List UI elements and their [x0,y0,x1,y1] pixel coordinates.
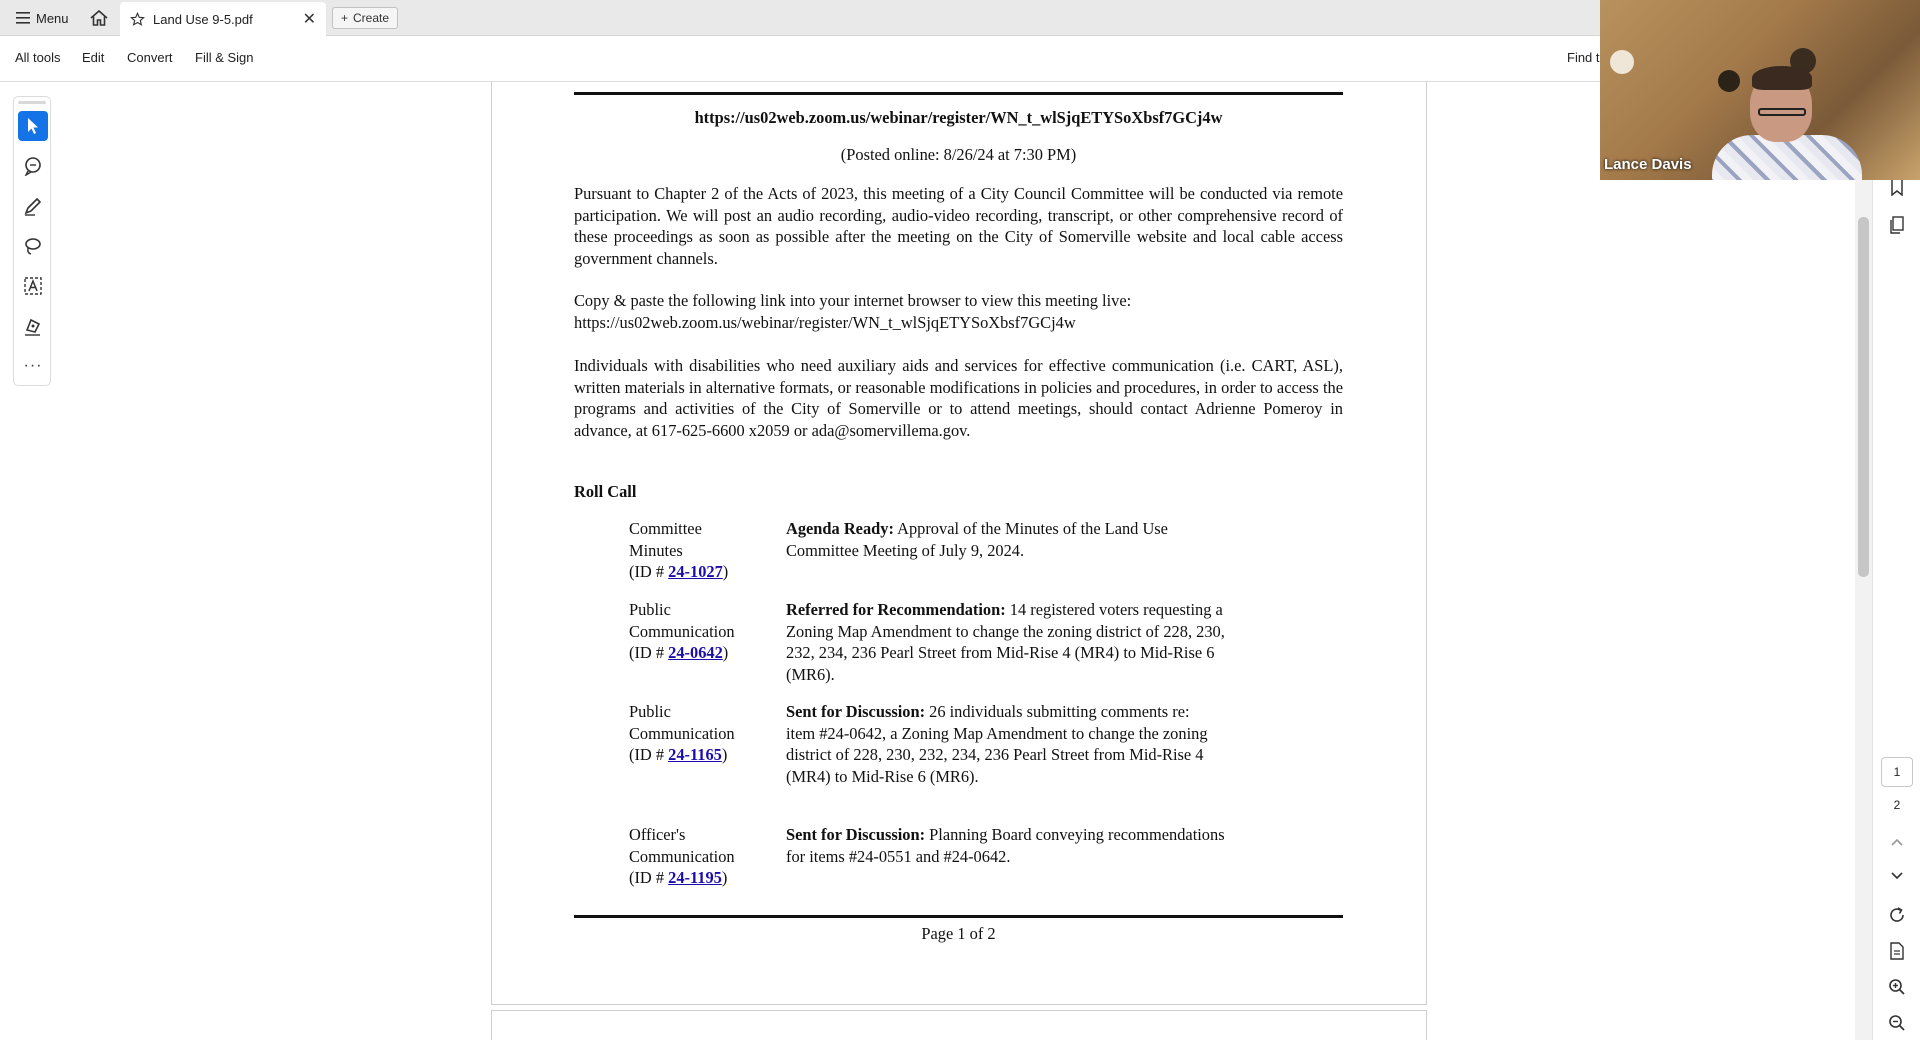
text-box-icon [23,276,43,296]
id-prefix: (ID # [629,643,669,663]
comment-tool-button[interactable] [18,151,48,181]
id-suffix: ) [721,868,728,888]
item-status: Agenda Ready: [786,519,894,538]
item-label-line: Public [629,702,671,721]
lasso-icon [23,236,43,256]
item-id-link[interactable]: 24-1165 [668,745,722,765]
accessibility-paragraph: Individuals with disabilities who need auxiliary aids and services for effective communication (i.e. CART, ASL), written materials in alternative formats, or reasonable modifications in policies and procedures, in order to access the programs and activities of the City of Somerville or to attend meetings, should contact Adrienne Pomeroy in advance, at 617-625-6600 x2059 or ada@somervillema.gov. [574,356,1343,441]
agenda-item-2-label [629,599,779,664]
agenda-item-4-label [629,824,779,889]
all-tools-menu[interactable]: All tools [15,50,61,65]
view-live-link[interactable]: https://us02web.zoom.us/webinar/register/WN_t_wlSjqETYSoXbsf7GCj4w [574,312,1076,332]
item-status: Sent for Discussion: [786,825,926,844]
star-icon[interactable] [130,12,145,27]
tab-document[interactable] [120,2,326,36]
agenda-item-1-label [629,518,779,583]
item-label-line: Communication [629,846,735,866]
tab-title: Land Use 9-5.pdf [153,11,253,27]
item-id-link[interactable]: 24-0642 [668,643,723,663]
fill-sign-menu[interactable]: Fill & Sign [195,50,254,65]
pdf-page-2 [491,1010,1427,1040]
item-status: Sent for Discussion: [786,702,926,721]
agenda-item-3-label [629,701,779,766]
item-description-text: Planning Board conveying recommendations for items #24-0551 and #24-0642. [786,825,1225,866]
right-rail [1872,82,1920,1040]
plus-icon: + [341,11,349,25]
id-suffix: ) [722,562,729,582]
convert-menu[interactable]: Convert [127,50,173,65]
id-suffix: ) [721,745,728,765]
drag-handle[interactable] [18,101,46,104]
current-page-indicator[interactable]: 1 [1881,757,1913,787]
item-id-line [629,642,779,664]
item-label-line: Officer's [629,825,686,844]
item-id-link[interactable]: 24-1027 [668,562,723,582]
zoom-out-icon[interactable] [1883,1010,1911,1036]
find-text-button[interactable]: Find t [1567,50,1600,65]
item-id-line [629,561,779,583]
page-settings-icon[interactable] [1883,938,1911,964]
item-label-line: Communication [629,723,735,743]
view-live-paragraph [574,290,1343,333]
home-button[interactable] [86,6,112,30]
quick-tools-panel [13,96,51,386]
item-label-line: Communication [629,621,735,641]
comment-icon [23,156,43,176]
remote-participation-paragraph: Pursuant to Chapter 2 of the Acts of 2023, this meeting of a City Council Committee will be conducted via remote participation. We will post an audio recording, audio-video recording, transcript, or other comprehensive record of these proceedings as soon as possible after the meeting on the City of Somerville website and local cable access government channels. [574,184,1343,269]
close-tab-icon[interactable]: ✕ [302,11,316,28]
chevron-up-icon[interactable] [1883,829,1911,855]
hamburger-icon [16,12,30,24]
id-prefix: (ID # [629,562,669,582]
text-select-tool-button[interactable] [18,271,48,301]
page-2-indicator[interactable]: 2 [1893,798,1901,812]
more-tools-button[interactable] [18,351,48,381]
highlight-tool-button[interactable] [18,191,48,221]
participant-name: Lance Davis [1604,156,1692,173]
video-call-overlay[interactable] [1600,0,1920,180]
roll-call-heading: Roll Call [574,482,637,501]
create-label: Create [353,11,390,25]
participant-hair [1752,66,1812,90]
create-button[interactable] [332,7,398,29]
agenda-item-3-description [786,701,1216,788]
rotate-icon[interactable] [1883,902,1911,928]
view-live-instruction: Copy & paste the following link into your internet browser to view this meeting live: [574,291,1132,310]
id-prefix: (ID # [629,745,669,765]
top-rule [574,92,1343,95]
video-lamp [1610,50,1634,74]
menu-label: Menu [36,10,69,26]
item-description-text: 26 individuals submitting comments re: item #24-0642, a Zoning Map Amendment to change the zoning district of 228, 230, 232, 234, 236 Pearl Street from Mid-Rise 4 (MR4) to Mid-Rise 6 (MR6). [786,702,1208,787]
item-label-line: Public [629,600,671,619]
vertical-scrollbar[interactable] [1855,82,1872,1040]
participant-glasses [1758,108,1806,116]
item-label-line: Committee [629,519,702,538]
ellipsis-icon: ··· [23,357,43,374]
scrollbar-thumb[interactable] [1858,217,1869,577]
item-status: Referred for Recommendation: [786,600,1006,619]
zoom-url-heading[interactable]: https://us02web.zoom.us/webinar/register/WN_t_wlSjqETYSoXbsf7GCj4w [694,108,1223,127]
posted-online-text: (Posted online: 8/26/24 at 7:30 PM) [840,145,1077,164]
item-id-line [629,744,779,766]
item-label-line: Minutes [629,540,683,560]
item-id-link[interactable]: 24-1195 [668,868,722,888]
home-icon [90,10,108,26]
sign-pen-icon [23,316,43,336]
item-id-line [629,867,779,889]
agenda-item-2-description [786,599,1226,686]
draw-tool-button[interactable] [18,231,48,261]
document-content [492,82,1426,1004]
item-description-text: Approval of the Minutes of the Land Use Committee Meeting of July 9, 2024. [786,519,1168,560]
menu-button[interactable] [10,6,75,30]
pen-icon [23,196,43,216]
item-description-text: 14 registered voters requesting a Zoning Map Amendment to change the zoning district of 228, 230, 232, 234, 236 Pearl Street from Mid-Rise 4 (MR4) to Mid-Rise 6 (MR6). [786,600,1225,685]
bottom-rule [574,915,1343,918]
page-footer: Page 1 of 2 [921,924,996,943]
chevron-down-icon[interactable] [1883,863,1911,889]
id-suffix: ) [722,643,729,663]
zoom-in-icon[interactable] [1883,974,1911,1000]
video-wall-object [1718,70,1740,92]
edit-menu[interactable]: Edit [82,50,105,65]
agenda-item-1-description [786,518,1226,561]
pdf-page-1 [491,82,1427,1005]
select-tool-button[interactable] [18,111,48,141]
sign-tool-button[interactable] [18,311,48,341]
id-prefix: (ID # [629,868,669,888]
cursor-icon [25,117,41,135]
agenda-item-4-description [786,824,1226,867]
pages-icon[interactable] [1883,212,1911,238]
